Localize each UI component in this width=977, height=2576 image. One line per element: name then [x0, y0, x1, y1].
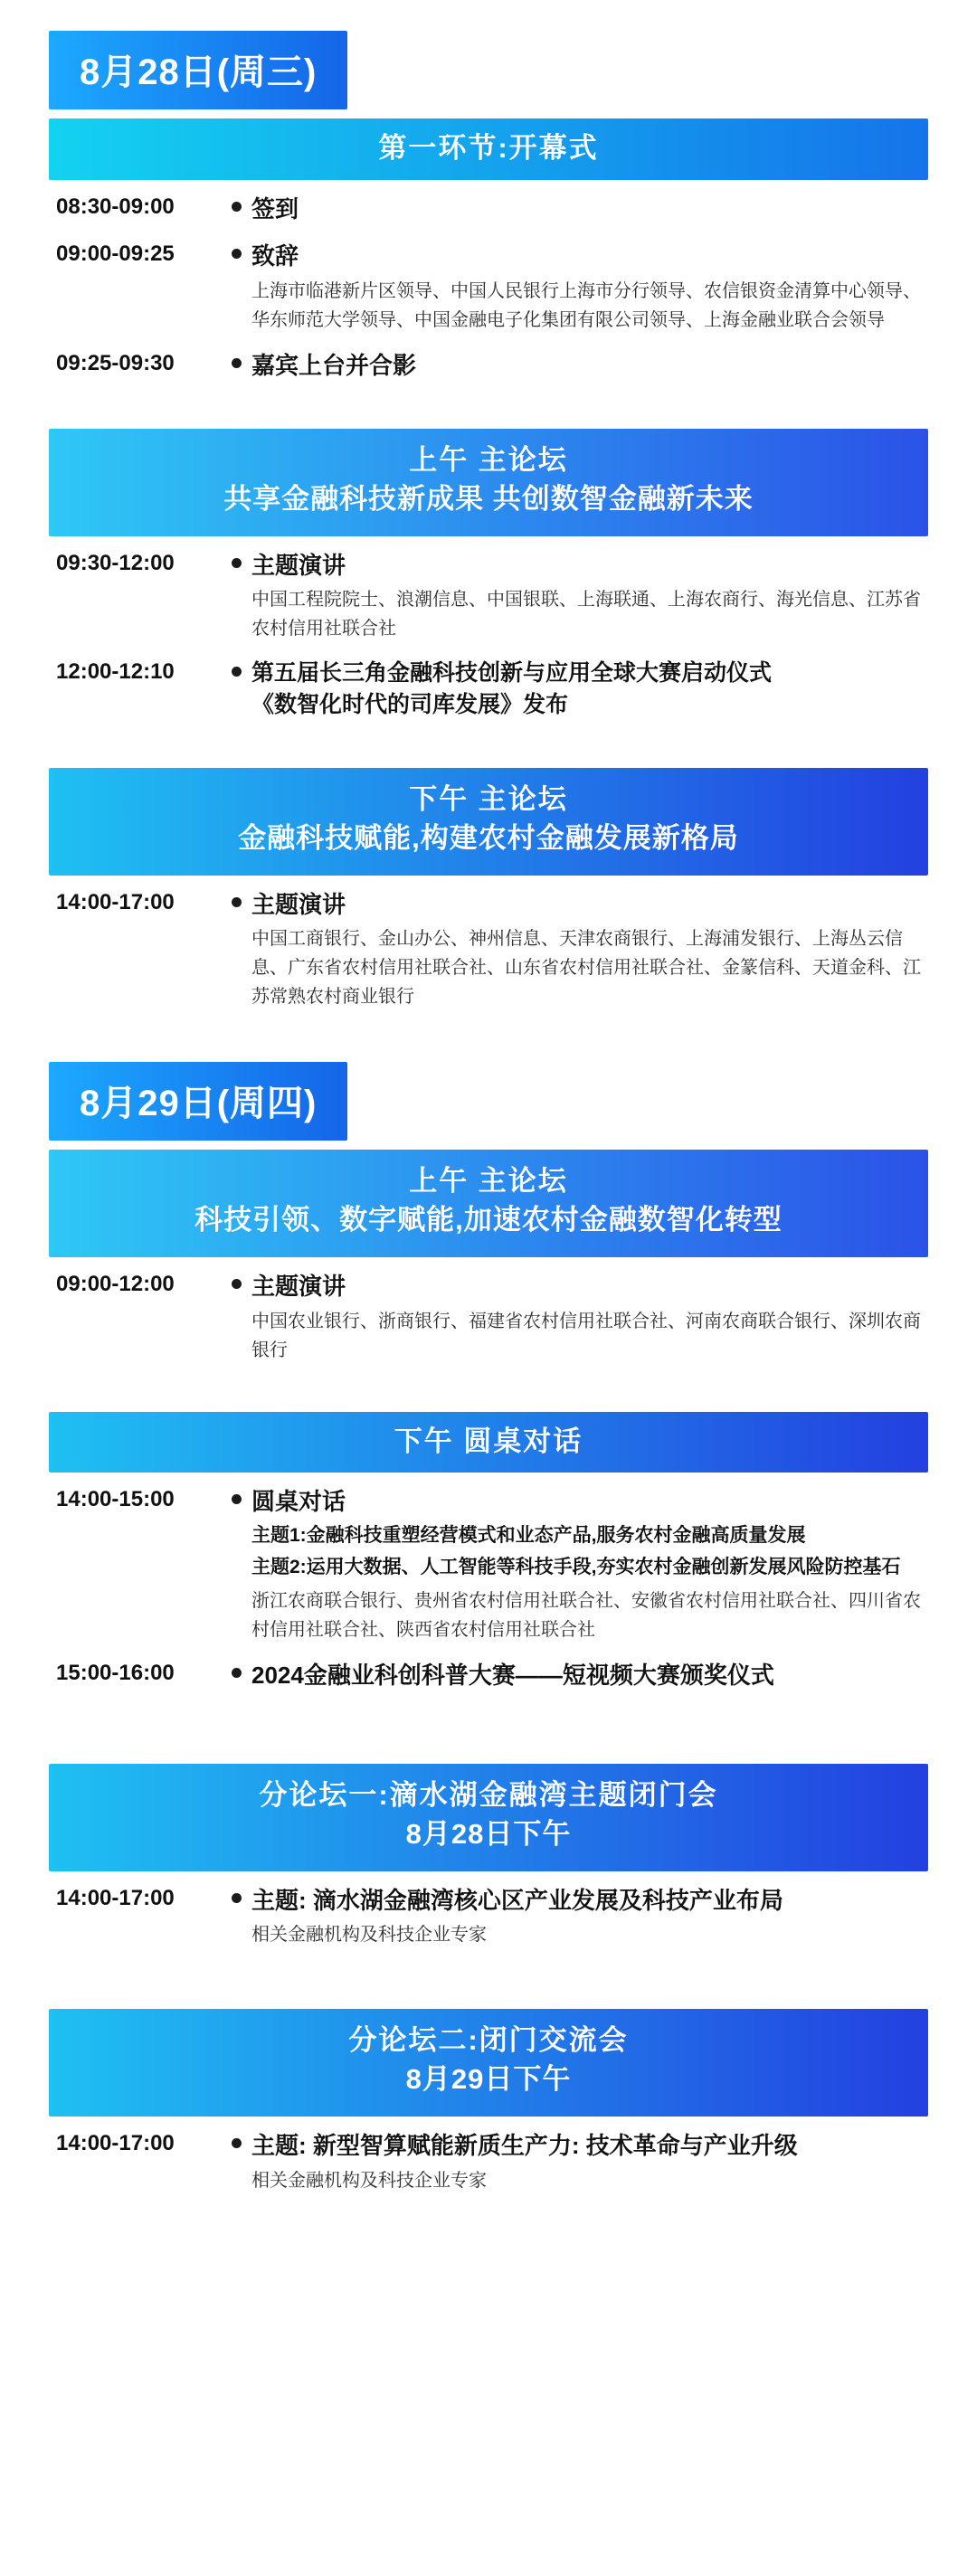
session-row [49, 1270, 928, 1378]
sub-forum-2 [49, 2009, 928, 2209]
timeline-dot-wrap [221, 1485, 251, 1504]
date-chip-day1: 8月28日(周三) [49, 31, 347, 109]
sub-forum-title: 分论坛二:闭门交流会 [348, 2024, 629, 2057]
roundtable-topic-1: 主题1:金融科技重塑经营模式和业态产品,服务农村金融高质量发展 [251, 1524, 806, 1546]
session-row [49, 888, 928, 1026]
session-title: 主题: 滴水湖金融湾核心区产业发展及科技产业布局 [251, 1887, 783, 1915]
date-chip-day2: 8月29日(周四) [49, 1062, 347, 1141]
bullet-dot-icon [232, 1668, 242, 1678]
session-content [251, 888, 928, 1011]
section-bar-title: 下午 圆桌对话 [394, 1425, 583, 1457]
session-time: 14:00-17:00 [56, 889, 175, 914]
session-row [49, 1884, 928, 1964]
session-time: 09:30-12:00 [56, 550, 175, 575]
section-bar-title: 第一环节:开幕式 [378, 132, 599, 164]
session-time: 09:00-12:00 [56, 1272, 175, 1297]
session-content [251, 193, 928, 225]
section-bar-afternoon-forum [49, 768, 928, 876]
session-speakers: 中国工程院院士、浪潮信息、中国银联、上海联通、上海农商行、海光信息、江苏省农村信用社联合社 [251, 590, 921, 639]
sub-forum-date: 8月29日下午 [405, 2063, 572, 2096]
day-block-2 [49, 1062, 928, 1706]
section-bar-day2-morning-forum [49, 1150, 928, 1257]
spacer [49, 1964, 928, 2000]
section-bar-roundtable [49, 1412, 928, 1473]
session-speakers: 中国农业银行、浙商银行、福建省农村信用社联合社、河南农商联合银行、深圳农商银行 [251, 1311, 921, 1360]
sub-forum-1-bar [49, 1764, 928, 1871]
roundtable-topic-2: 主题2:运用大数据、人工智能等科技手段,夯实农村金融创新发展风险防控基石 [251, 1557, 901, 1578]
session-list-sub-forum-1 [49, 1884, 928, 1964]
bullet-dot-icon [232, 1893, 242, 1903]
session-title: 嘉宾上台并合影 [251, 351, 417, 379]
session-time: 08:30-09:00 [56, 194, 175, 219]
spacer [49, 396, 928, 420]
session-row [49, 193, 928, 240]
session-list-opening [49, 193, 928, 396]
timeline-dot-wrap [221, 240, 251, 259]
session-list-afternoon-forum [49, 888, 928, 1026]
section-bar-subtitle: 科技引领、数字赋能,加速农村金融数智化转型 [194, 1204, 783, 1236]
timeline-dot-wrap [221, 1659, 251, 1678]
day-block-1 [49, 31, 928, 1026]
section-bar-morning-forum [49, 429, 928, 536]
session-title: 签到 [251, 194, 299, 223]
timeline-dot-wrap [221, 658, 251, 677]
session-title: 主题演讲 [251, 890, 346, 918]
bullet-dot-icon [232, 558, 242, 568]
session-row [49, 549, 928, 658]
session-list-roundtable [49, 1485, 928, 1706]
timeline-dot-wrap [221, 1884, 251, 1903]
session-speakers: 相关金融机构及科技企业专家 [251, 2170, 487, 2191]
sub-forum-title: 分论坛一:滴水湖金融湾主题闭门会 [259, 1779, 718, 1812]
session-speakers: 相关金融机构及科技企业专家 [251, 1925, 487, 1946]
bullet-dot-icon [232, 1279, 242, 1289]
timeline-dot-wrap [221, 1270, 251, 1289]
session-content [251, 1659, 928, 1691]
session-time: 14:00-15:00 [56, 1487, 175, 1512]
session-speakers: 浙江农商联合银行、贵州省农村信用社联合社、安徽省农村信用社联合社、四川省农村信用社联合社、陕西省农村信用社联合社 [251, 1590, 921, 1640]
session-content [251, 549, 928, 643]
spacer [49, 1379, 928, 1403]
session-time: 12:00-12:10 [56, 659, 175, 685]
bullet-dot-icon [232, 2138, 242, 2148]
session-title: 第五届长三角金融科技创新与应用全球大赛启动仪式 [251, 660, 773, 687]
sub-forum-1 [49, 1764, 928, 1964]
session-time: 14:00-17:00 [56, 1886, 175, 1911]
session-row [49, 658, 928, 735]
session-title: 2024金融业科创科普大赛——短视频大赛颁奖仪式 [251, 1661, 774, 1689]
timeline-dot-wrap [221, 193, 251, 212]
session-time: 09:00-09:25 [56, 242, 175, 267]
bullet-dot-icon [232, 1494, 242, 1504]
session-title: 圆桌对话 [251, 1488, 346, 1516]
session-content [251, 1884, 928, 1949]
bullet-dot-icon [232, 897, 242, 907]
timeline-dot-wrap [221, 2129, 251, 2148]
section-bar-title: 上午 主论坛 [409, 1165, 568, 1198]
session-speakers: 上海市临港新片区领导、中国人民银行上海市分行领导、农信银资金清算中心领导、华东师范大学领导、中国金融电子化集团有限公司领导、上海金融业联合会领导 [251, 280, 921, 330]
spacer [49, 735, 928, 759]
section-bar-subtitle: 共享金融科技新成果 共创数智金融新未来 [223, 482, 754, 515]
session-row [49, 240, 928, 348]
session-row [49, 2129, 928, 2209]
sub-forum-date: 8月28日下午 [405, 1818, 572, 1851]
session-time: 14:00-17:00 [56, 2131, 175, 2156]
session-content [251, 2129, 928, 2194]
sub-forum-2-bar [49, 2009, 928, 2117]
timeline-dot-wrap [221, 549, 251, 568]
spacer [49, 1706, 928, 1755]
bullet-dot-icon [232, 249, 242, 259]
session-list-sub-forum-2 [49, 2129, 928, 2209]
session-time: 09:25-09:30 [56, 350, 175, 375]
session-list-day2-morning [49, 1270, 928, 1378]
session-time: 15:00-16:00 [56, 1660, 175, 1685]
timeline-dot-wrap [221, 888, 251, 907]
session-content [251, 658, 928, 721]
session-speakers: 中国工商银行、金山办公、神州信息、天津农商银行、上海浦发银行、上海丛云信息、广东省农村信用社联合社、山东省农村信用社联合社、金篆信科、天道金科、江苏常熟农村商业银行 [251, 929, 921, 1008]
section-bar-title: 上午 主论坛 [409, 444, 568, 477]
session-list-morning-forum [49, 549, 928, 735]
session-row [49, 1659, 928, 1706]
bullet-dot-icon [232, 667, 242, 677]
session-row [49, 349, 928, 396]
session-title: 致辞 [251, 242, 299, 270]
session-title: 主题演讲 [251, 551, 346, 579]
session-content [251, 1270, 928, 1364]
timeline-dot-wrap [221, 349, 251, 368]
bullet-dot-icon [232, 202, 242, 212]
session-content [251, 1485, 928, 1643]
spacer [49, 1026, 928, 1062]
session-title: 主题演讲 [251, 1273, 346, 1301]
bullet-dot-icon [232, 358, 242, 368]
section-bar-opening [49, 118, 928, 180]
session-title: 主题: 新型智算赋能新质生产力: 技术革命与产业升级 [251, 2132, 798, 2160]
session-content [251, 240, 928, 334]
session-row [49, 1485, 928, 1658]
session-content [251, 349, 928, 382]
session-title-second-line: 《数智化时代的司库发展》发布 [251, 692, 569, 718]
section-bar-title: 下午 主论坛 [409, 783, 568, 816]
section-bar-subtitle: 金融科技赋能,构建农村金融发展新格局 [238, 822, 739, 855]
